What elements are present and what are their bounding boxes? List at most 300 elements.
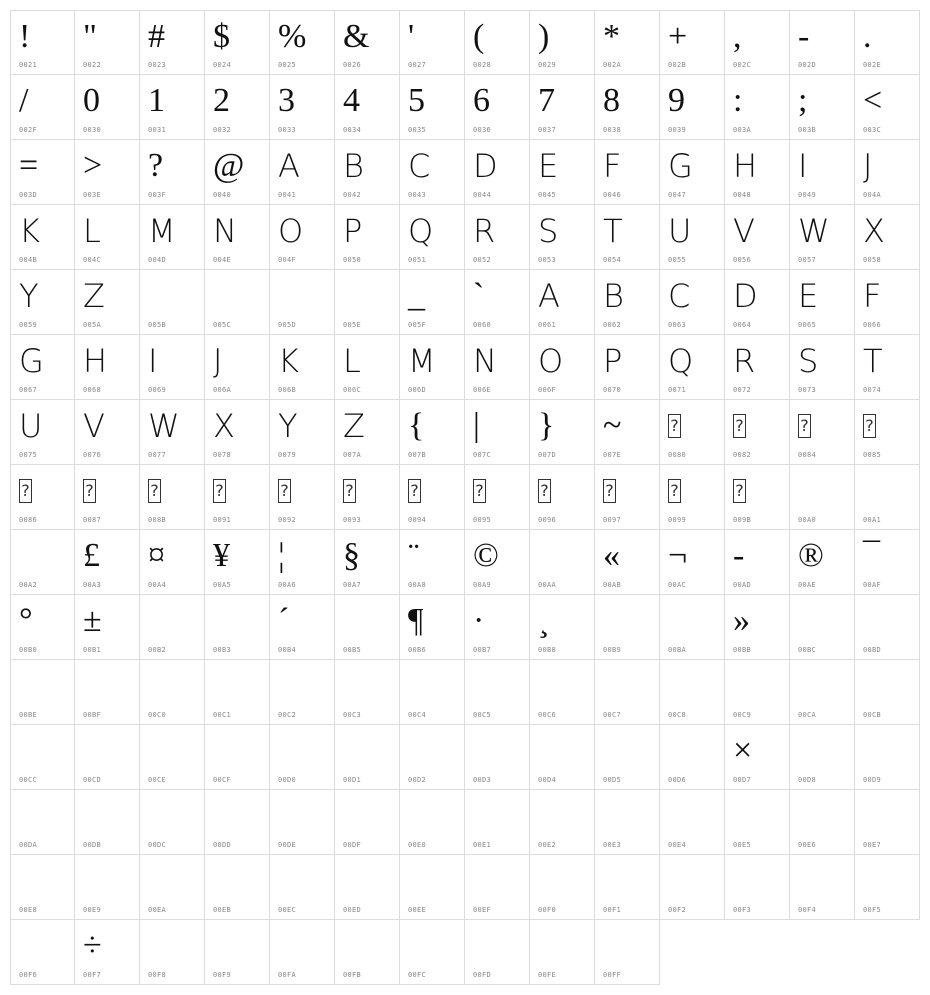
glyph-cell bbox=[855, 725, 920, 790]
glyph-sample: O bbox=[538, 342, 564, 380]
glyph-sample bbox=[595, 924, 659, 968]
glyph-cell bbox=[855, 75, 920, 140]
glyph-sample: S bbox=[538, 212, 559, 250]
glyph-cell bbox=[270, 660, 335, 725]
missing-glyph-box: ? bbox=[400, 469, 464, 513]
glyph-cell bbox=[400, 595, 465, 660]
glyph-sample bbox=[335, 274, 399, 318]
codepoint-label: 00BB bbox=[733, 646, 752, 654]
glyph-cell bbox=[465, 855, 530, 920]
missing-glyph-box: ? bbox=[270, 469, 334, 513]
codepoint-label: 00E3 bbox=[603, 841, 622, 849]
codepoint-label: 003F bbox=[148, 191, 167, 199]
codepoint-label: 00C8 bbox=[668, 711, 687, 719]
codepoint-label: 0056 bbox=[733, 256, 752, 264]
codepoint-label: 00A1 bbox=[863, 516, 882, 524]
codepoint-label: 00DE bbox=[278, 841, 297, 849]
glyph-sample: * bbox=[603, 18, 620, 55]
glyph-sample: ¥ bbox=[213, 537, 230, 574]
glyph-cell bbox=[335, 530, 400, 595]
glyph-sample: E bbox=[538, 147, 559, 185]
missing-glyph-box: ? bbox=[790, 404, 854, 448]
glyph-sample: $ bbox=[213, 18, 230, 55]
glyph-cell bbox=[725, 595, 790, 660]
codepoint-label: 0028 bbox=[473, 61, 492, 69]
glyph-cell bbox=[140, 920, 205, 985]
glyph-table bbox=[10, 10, 920, 985]
glyph-sample bbox=[530, 729, 594, 773]
glyph-sample: % bbox=[278, 18, 307, 55]
glyph-cell bbox=[725, 75, 790, 140]
glyph-sample: ¶ bbox=[408, 602, 424, 639]
glyph-sample: ` bbox=[473, 277, 485, 314]
glyph-sample: A bbox=[278, 147, 300, 185]
codepoint-label: 00B5 bbox=[343, 646, 362, 654]
glyph-sample bbox=[660, 729, 724, 773]
glyph-sample: © bbox=[473, 537, 499, 574]
codepoint-label: 00F7 bbox=[83, 971, 102, 979]
glyph-sample: ¤ bbox=[148, 537, 165, 574]
missing-glyph-box: ? bbox=[530, 469, 594, 513]
codepoint-label: 00C3 bbox=[343, 711, 362, 719]
glyph-sample bbox=[11, 859, 74, 903]
codepoint-label: 00E0 bbox=[408, 841, 427, 849]
glyph-cell bbox=[595, 75, 660, 140]
glyph-sample: Y bbox=[278, 407, 298, 445]
glyph-cell bbox=[335, 660, 400, 725]
codepoint-label: 004B bbox=[19, 256, 38, 264]
glyph-sample bbox=[855, 469, 919, 513]
codepoint-label: 0051 bbox=[408, 256, 427, 264]
glyph-cell bbox=[140, 400, 205, 465]
codepoint-label: 00C0 bbox=[148, 711, 167, 719]
glyph-sample: M bbox=[148, 212, 176, 250]
glyph-sample: « bbox=[603, 537, 620, 574]
glyph-sample: 3 bbox=[278, 82, 295, 119]
codepoint-label: 0039 bbox=[668, 126, 687, 134]
glyph-cell bbox=[660, 75, 725, 140]
glyph-sample bbox=[530, 859, 594, 903]
glyph-cell bbox=[10, 270, 75, 335]
codepoint-label: 0033 bbox=[278, 126, 297, 134]
glyph-sample bbox=[595, 599, 659, 643]
glyph-sample: » bbox=[733, 602, 750, 639]
glyph-cell bbox=[75, 660, 140, 725]
glyph-cell bbox=[855, 790, 920, 855]
codepoint-label: 0069 bbox=[148, 386, 167, 394]
glyph-sample bbox=[725, 794, 789, 838]
glyph-sample: U bbox=[668, 212, 692, 250]
glyph-cell bbox=[790, 595, 855, 660]
glyph-cell bbox=[75, 205, 140, 270]
codepoint-label: 0038 bbox=[603, 126, 622, 134]
glyph-cell bbox=[725, 465, 790, 530]
glyph-cell bbox=[205, 270, 270, 335]
codepoint-label: 002F bbox=[19, 126, 38, 134]
codepoint-label: 00D9 bbox=[863, 776, 882, 784]
codepoint-label: 00C7 bbox=[603, 711, 622, 719]
glyph-sample: B bbox=[343, 147, 364, 185]
glyph-sample: ! bbox=[19, 18, 31, 55]
glyph-sample bbox=[725, 859, 789, 903]
codepoint-label: 00B4 bbox=[278, 646, 297, 654]
glyph-sample: : bbox=[733, 82, 743, 119]
glyph-sample bbox=[205, 664, 269, 708]
glyph-cell bbox=[75, 855, 140, 920]
glyph-sample: 8 bbox=[603, 82, 620, 119]
glyph-cell bbox=[335, 140, 400, 205]
codepoint-label: 00CF bbox=[213, 776, 232, 784]
codepoint-label: 0049 bbox=[798, 191, 817, 199]
glyph-sample bbox=[270, 859, 334, 903]
codepoint-label: 00CD bbox=[83, 776, 102, 784]
glyph-sample bbox=[400, 859, 464, 903]
glyph-sample: } bbox=[538, 407, 555, 444]
codepoint-label: 0048 bbox=[733, 191, 752, 199]
glyph-cell bbox=[270, 595, 335, 660]
glyph-cell bbox=[790, 790, 855, 855]
glyph-sample: ; bbox=[798, 82, 808, 119]
glyph-cell bbox=[10, 660, 75, 725]
glyph-cell bbox=[270, 530, 335, 595]
glyph-sample: P bbox=[343, 212, 363, 250]
glyph-sample bbox=[140, 274, 204, 318]
glyph-sample: ® bbox=[798, 537, 824, 574]
glyph-sample bbox=[400, 664, 464, 708]
glyph-cell bbox=[725, 335, 790, 400]
glyph-cell bbox=[595, 920, 660, 985]
glyph-cell bbox=[205, 10, 270, 75]
codepoint-label: 002C bbox=[733, 61, 752, 69]
glyph-cell bbox=[75, 530, 140, 595]
codepoint-label: 004C bbox=[83, 256, 102, 264]
glyph-cell bbox=[400, 400, 465, 465]
glyph-cell bbox=[595, 335, 660, 400]
codepoint-label: 00BF bbox=[83, 711, 102, 719]
glyph-cell bbox=[790, 465, 855, 530]
codepoint-label: 00D3 bbox=[473, 776, 492, 784]
codepoint-label: 009B bbox=[733, 516, 752, 524]
codepoint-label: 00F9 bbox=[213, 971, 232, 979]
glyph-cell bbox=[205, 660, 270, 725]
glyph-cell bbox=[530, 790, 595, 855]
codepoint-label: 0087 bbox=[83, 516, 102, 524]
codepoint-label: 00AC bbox=[668, 581, 687, 589]
codepoint-label: 0026 bbox=[343, 61, 362, 69]
glyph-sample: T bbox=[863, 342, 883, 380]
glyph-cell bbox=[140, 725, 205, 790]
codepoint-label: 00AA bbox=[538, 581, 557, 589]
codepoint-label: 00A6 bbox=[278, 581, 297, 589]
glyph-sample: Q bbox=[408, 212, 434, 250]
glyph-cell bbox=[10, 725, 75, 790]
codepoint-label: 007C bbox=[473, 451, 492, 459]
glyph-sample: Y bbox=[19, 277, 39, 315]
glyph-sample: F bbox=[863, 277, 882, 315]
glyph-sample bbox=[530, 794, 594, 838]
codepoint-label: 00B2 bbox=[148, 646, 167, 654]
glyph-sample bbox=[465, 664, 529, 708]
glyph-sample: < bbox=[863, 82, 883, 119]
missing-glyph-box: ? bbox=[725, 469, 789, 513]
codepoint-label: 003A bbox=[733, 126, 752, 134]
glyph-sample bbox=[855, 664, 919, 708]
codepoint-label: 00E2 bbox=[538, 841, 557, 849]
glyph-cell bbox=[530, 205, 595, 270]
glyph-sample bbox=[75, 664, 139, 708]
glyph-cell bbox=[855, 335, 920, 400]
glyph-cell bbox=[140, 140, 205, 205]
glyph-sample: J bbox=[863, 147, 873, 185]
glyph-sample bbox=[400, 924, 464, 968]
glyph-cell bbox=[10, 205, 75, 270]
glyph-cell bbox=[335, 10, 400, 75]
glyph-sample: F bbox=[603, 147, 622, 185]
glyph-sample bbox=[11, 729, 74, 773]
glyph-cell bbox=[10, 920, 75, 985]
glyph-sample: 9 bbox=[668, 82, 685, 119]
glyph-cell bbox=[660, 270, 725, 335]
codepoint-label: 00EE bbox=[408, 906, 427, 914]
codepoint-label: 0076 bbox=[83, 451, 102, 459]
codepoint-label: 00CE bbox=[148, 776, 167, 784]
codepoint-label: 00B1 bbox=[83, 646, 102, 654]
codepoint-label: 00DB bbox=[83, 841, 102, 849]
glyph-sample bbox=[11, 794, 74, 838]
glyph-sample bbox=[140, 599, 204, 643]
glyph-sample bbox=[335, 729, 399, 773]
glyph-cell bbox=[400, 10, 465, 75]
codepoint-label: 0041 bbox=[278, 191, 297, 199]
codepoint-label: 0082 bbox=[733, 451, 752, 459]
glyph-cell bbox=[595, 660, 660, 725]
codepoint-label: 00D2 bbox=[408, 776, 427, 784]
codepoint-label: 00FD bbox=[473, 971, 492, 979]
glyph-sample: ? bbox=[148, 147, 164, 184]
glyph-cell bbox=[790, 530, 855, 595]
glyph-sample bbox=[465, 794, 529, 838]
codepoint-label: 006E bbox=[473, 386, 492, 394]
glyph-cell bbox=[140, 530, 205, 595]
glyph-sample: G bbox=[19, 342, 44, 380]
codepoint-label: 007D bbox=[538, 451, 557, 459]
glyph-sample: H bbox=[83, 342, 108, 380]
codepoint-label: 00C1 bbox=[213, 711, 232, 719]
glyph-cell bbox=[725, 725, 790, 790]
glyph-cell bbox=[595, 725, 660, 790]
glyph-sample: ) bbox=[538, 18, 550, 55]
glyph-cell bbox=[205, 140, 270, 205]
missing-glyph-box: ? bbox=[205, 469, 269, 513]
glyph-sample: 5 bbox=[408, 82, 425, 119]
glyph-cell bbox=[10, 75, 75, 140]
glyph-cell bbox=[140, 10, 205, 75]
glyph-sample bbox=[465, 859, 529, 903]
codepoint-label: 005E bbox=[343, 321, 362, 329]
glyph-cell bbox=[335, 920, 400, 985]
glyph-sample: ¨ bbox=[408, 537, 420, 574]
glyph-cell bbox=[75, 465, 140, 530]
glyph-cell bbox=[595, 595, 660, 660]
glyph-sample: U bbox=[19, 407, 43, 445]
glyph-cell bbox=[140, 205, 205, 270]
codepoint-label: 00C6 bbox=[538, 711, 557, 719]
glyph-cell bbox=[465, 400, 530, 465]
glyph-sample bbox=[855, 729, 919, 773]
glyph-sample bbox=[140, 664, 204, 708]
glyph-cell bbox=[270, 790, 335, 855]
codepoint-label: 003C bbox=[863, 126, 882, 134]
glyph-cell bbox=[205, 465, 270, 530]
glyph-cell bbox=[140, 335, 205, 400]
glyph-sample bbox=[790, 599, 854, 643]
glyph-cell bbox=[465, 530, 530, 595]
codepoint-label: 003E bbox=[83, 191, 102, 199]
codepoint-label: 00CA bbox=[798, 711, 817, 719]
codepoint-label: 00A9 bbox=[473, 581, 492, 589]
glyph-sample bbox=[400, 729, 464, 773]
codepoint-label: 00FB bbox=[343, 971, 362, 979]
codepoint-label: 00AB bbox=[603, 581, 622, 589]
glyph-cell bbox=[75, 140, 140, 205]
codepoint-label: 00CB bbox=[863, 711, 882, 719]
codepoint-label: 002A bbox=[603, 61, 622, 69]
glyph-cell bbox=[660, 465, 725, 530]
codepoint-label: 00E6 bbox=[798, 841, 817, 849]
glyph-cell bbox=[855, 660, 920, 725]
glyph-sample: Z bbox=[343, 407, 365, 445]
glyph-sample bbox=[595, 794, 659, 838]
glyph-cell bbox=[400, 790, 465, 855]
glyph-cell bbox=[530, 335, 595, 400]
glyph-cell bbox=[10, 465, 75, 530]
glyph-cell bbox=[465, 205, 530, 270]
glyph-cell bbox=[725, 855, 790, 920]
glyph-sample: K bbox=[19, 212, 40, 250]
glyph-cell bbox=[270, 10, 335, 75]
codepoint-label: 00E4 bbox=[668, 841, 687, 849]
glyph-cell bbox=[530, 10, 595, 75]
codepoint-label: 00A5 bbox=[213, 581, 232, 589]
codepoint-label: 0099 bbox=[668, 516, 687, 524]
codepoint-label: 00DF bbox=[343, 841, 362, 849]
codepoint-label: 0055 bbox=[668, 256, 687, 264]
glyph-sample: J bbox=[213, 342, 223, 380]
glyph-sample: H bbox=[733, 147, 758, 185]
missing-glyph-box: ? bbox=[855, 404, 919, 448]
glyph-cell bbox=[855, 205, 920, 270]
codepoint-label: 00F0 bbox=[538, 906, 557, 914]
glyph-cell bbox=[530, 920, 595, 985]
glyph-cell bbox=[530, 270, 595, 335]
glyph-sample: ÷ bbox=[83, 927, 102, 964]
codepoint-label: 00FE bbox=[538, 971, 557, 979]
codepoint-label: 00BD bbox=[863, 646, 882, 654]
codepoint-label: 0065 bbox=[798, 321, 817, 329]
missing-glyph-box: ? bbox=[465, 469, 529, 513]
glyph-cell bbox=[400, 660, 465, 725]
glyph-cell bbox=[205, 205, 270, 270]
glyph-sample: A bbox=[538, 277, 560, 315]
glyph-cell bbox=[530, 595, 595, 660]
codepoint-label: 0078 bbox=[213, 451, 232, 459]
glyph-cell bbox=[530, 725, 595, 790]
codepoint-label: 0024 bbox=[213, 61, 232, 69]
glyph-cell bbox=[595, 855, 660, 920]
missing-glyph-box: ? bbox=[75, 469, 139, 513]
missing-glyph-box: ? bbox=[335, 469, 399, 513]
glyph-sample: I bbox=[148, 342, 158, 380]
glyph-cell bbox=[75, 595, 140, 660]
glyph-sample bbox=[270, 664, 334, 708]
glyph-sample: § bbox=[343, 537, 360, 574]
codepoint-label: 0037 bbox=[538, 126, 557, 134]
glyph-sample bbox=[75, 794, 139, 838]
glyph-cell bbox=[270, 205, 335, 270]
codepoint-label: 0062 bbox=[603, 321, 622, 329]
glyph-cell bbox=[335, 270, 400, 335]
codepoint-label: 005A bbox=[83, 321, 102, 329]
codepoint-label: 005D bbox=[278, 321, 297, 329]
glyph-sample: · bbox=[473, 602, 485, 639]
glyph-cell bbox=[725, 530, 790, 595]
codepoint-label: 007B bbox=[408, 451, 427, 459]
glyph-cell bbox=[335, 75, 400, 140]
codepoint-label: 0096 bbox=[538, 516, 557, 524]
codepoint-label: 00F1 bbox=[603, 906, 622, 914]
glyph-sample: > bbox=[83, 147, 103, 184]
glyph-cell bbox=[75, 75, 140, 140]
missing-glyph-box: ? bbox=[660, 404, 724, 448]
glyph-cell bbox=[465, 75, 530, 140]
codepoint-label: 00FC bbox=[408, 971, 427, 979]
glyph-cell bbox=[400, 920, 465, 985]
glyph-sample bbox=[595, 664, 659, 708]
codepoint-label: 0097 bbox=[603, 516, 622, 524]
codepoint-label: 0043 bbox=[408, 191, 427, 199]
glyph-cell bbox=[205, 335, 270, 400]
codepoint-label: 0025 bbox=[278, 61, 297, 69]
glyph-sample: 1 bbox=[148, 82, 165, 119]
codepoint-label: 006C bbox=[343, 386, 362, 394]
glyph-sample bbox=[205, 274, 269, 318]
codepoint-label: 00D5 bbox=[603, 776, 622, 784]
glyph-cell bbox=[595, 790, 660, 855]
glyph-cell bbox=[660, 530, 725, 595]
glyph-sample: 0 bbox=[83, 82, 100, 119]
glyph-cell bbox=[400, 725, 465, 790]
glyph-cell bbox=[725, 10, 790, 75]
glyph-cell bbox=[465, 10, 530, 75]
glyph-cell bbox=[205, 595, 270, 660]
glyph-cell bbox=[335, 725, 400, 790]
codepoint-label: 00B3 bbox=[213, 646, 232, 654]
glyph-sample: _ bbox=[408, 277, 425, 314]
glyph-sample bbox=[335, 794, 399, 838]
codepoint-label: 0053 bbox=[538, 256, 557, 264]
glyph-sample: ´ bbox=[278, 602, 290, 639]
glyph-cell bbox=[660, 660, 725, 725]
glyph-cell bbox=[530, 75, 595, 140]
glyph-cell bbox=[335, 855, 400, 920]
codepoint-label: 0030 bbox=[83, 126, 102, 134]
codepoint-label: 00B7 bbox=[473, 646, 492, 654]
codepoint-label: 0095 bbox=[473, 516, 492, 524]
codepoint-label: 0036 bbox=[473, 126, 492, 134]
glyph-cell bbox=[790, 660, 855, 725]
glyph-sample: P bbox=[603, 342, 623, 380]
glyph-sample: D bbox=[473, 147, 498, 185]
